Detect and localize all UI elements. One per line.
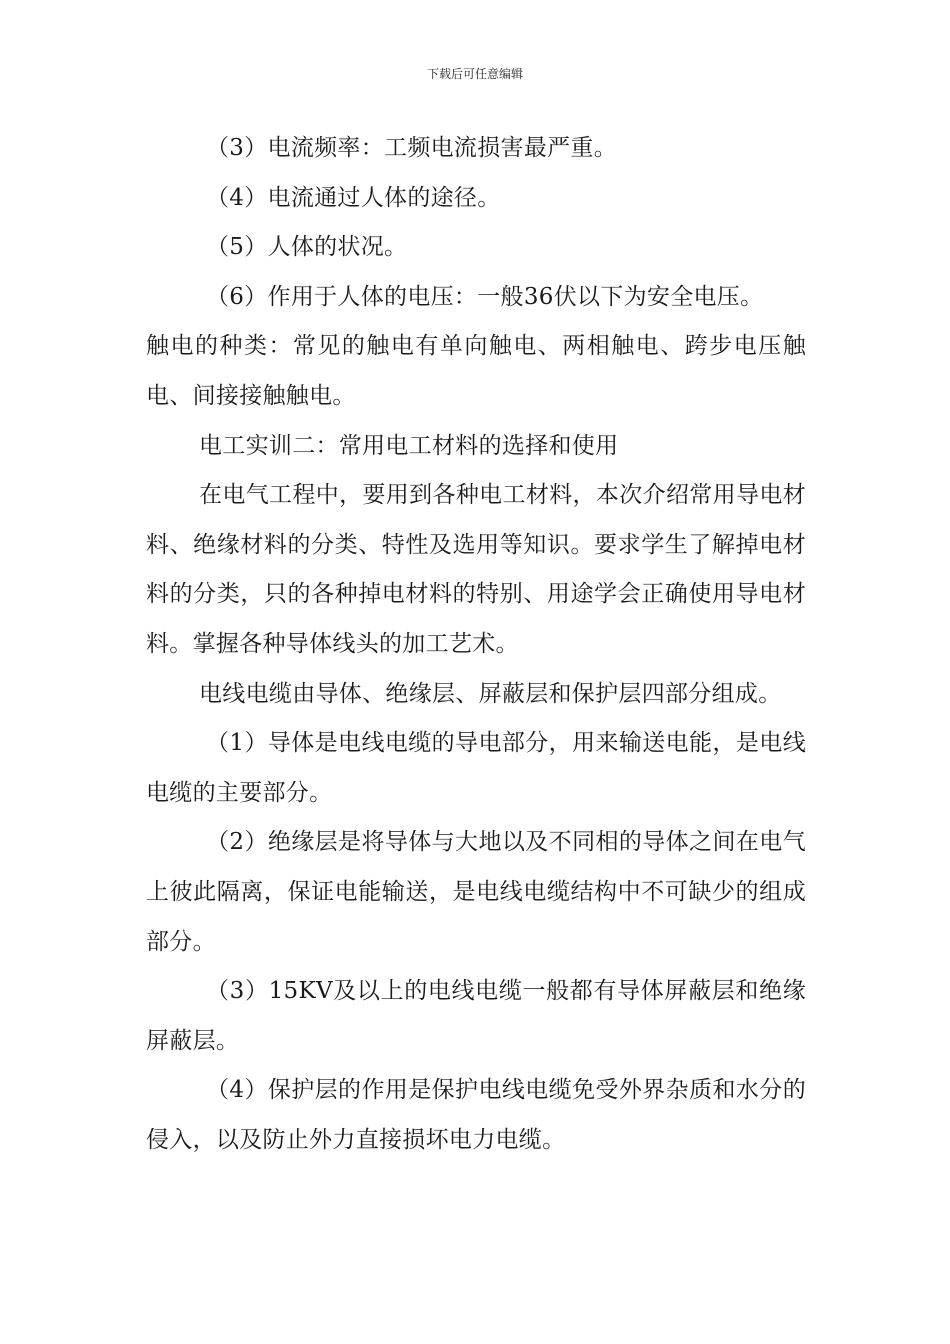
paragraph-intro-materials: 在电气工程中，要用到各种电工材料，本次介绍常用导电材料、绝缘材料的分类、特性及选用等知识。要求学生了解掉电材料的分类，只的各种掉电材料的特别、用途学会正确使用导电材料。掌握各种导体线头的加工艺术。: [146, 482, 806, 657]
document-body: [146, 124, 806, 1165]
paragraph-shielding: （3）15KV及以上的电线电缆一般都有导体屏蔽层和绝缘屏蔽层。: [146, 978, 806, 1054]
paragraph-body-condition: （5）人体的状况。: [206, 234, 408, 261]
page-header: 下载后可任意编辑: [426, 67, 523, 81]
section-heading-training-two: 电工实训二：常用电工材料的选择和使用: [199, 432, 619, 459]
paragraph-cable-structure: 电线电缆由导体、绝缘层、屏蔽层和保护层四部分组成。: [199, 680, 782, 707]
paragraph-current-path: （4）电流通过人体的途径。: [206, 184, 501, 211]
paragraph-voltage: （6）作用于人体的电压：一般36伏以下为安全电压。: [206, 283, 764, 310]
paragraph-shock-types: 触电的种类：常见的触电有单向触电、两相触电、跨步电压触电、间接接触触电。: [146, 333, 806, 409]
paragraph-insulation: （2）绝缘层是将导体与大地以及不同相的导体之间在电气上彼此隔离，保证电能输送，是电线电缆结构中不可缺少的组成部分。: [146, 829, 806, 955]
paragraph-current-frequency: （3）电流频率：工频电流损害最严重。: [206, 135, 618, 161]
paragraph-protective-layer: （4）保护层的作用是保护电线电缆免受外界杂质和水分的侵入，以及防止外力直接损坏电力电缆。: [146, 1077, 806, 1153]
paragraph-conductor: （1）导体是电线电缆的导电部分，用来输送电能，是电线电缆的主要部分。: [146, 730, 806, 806]
